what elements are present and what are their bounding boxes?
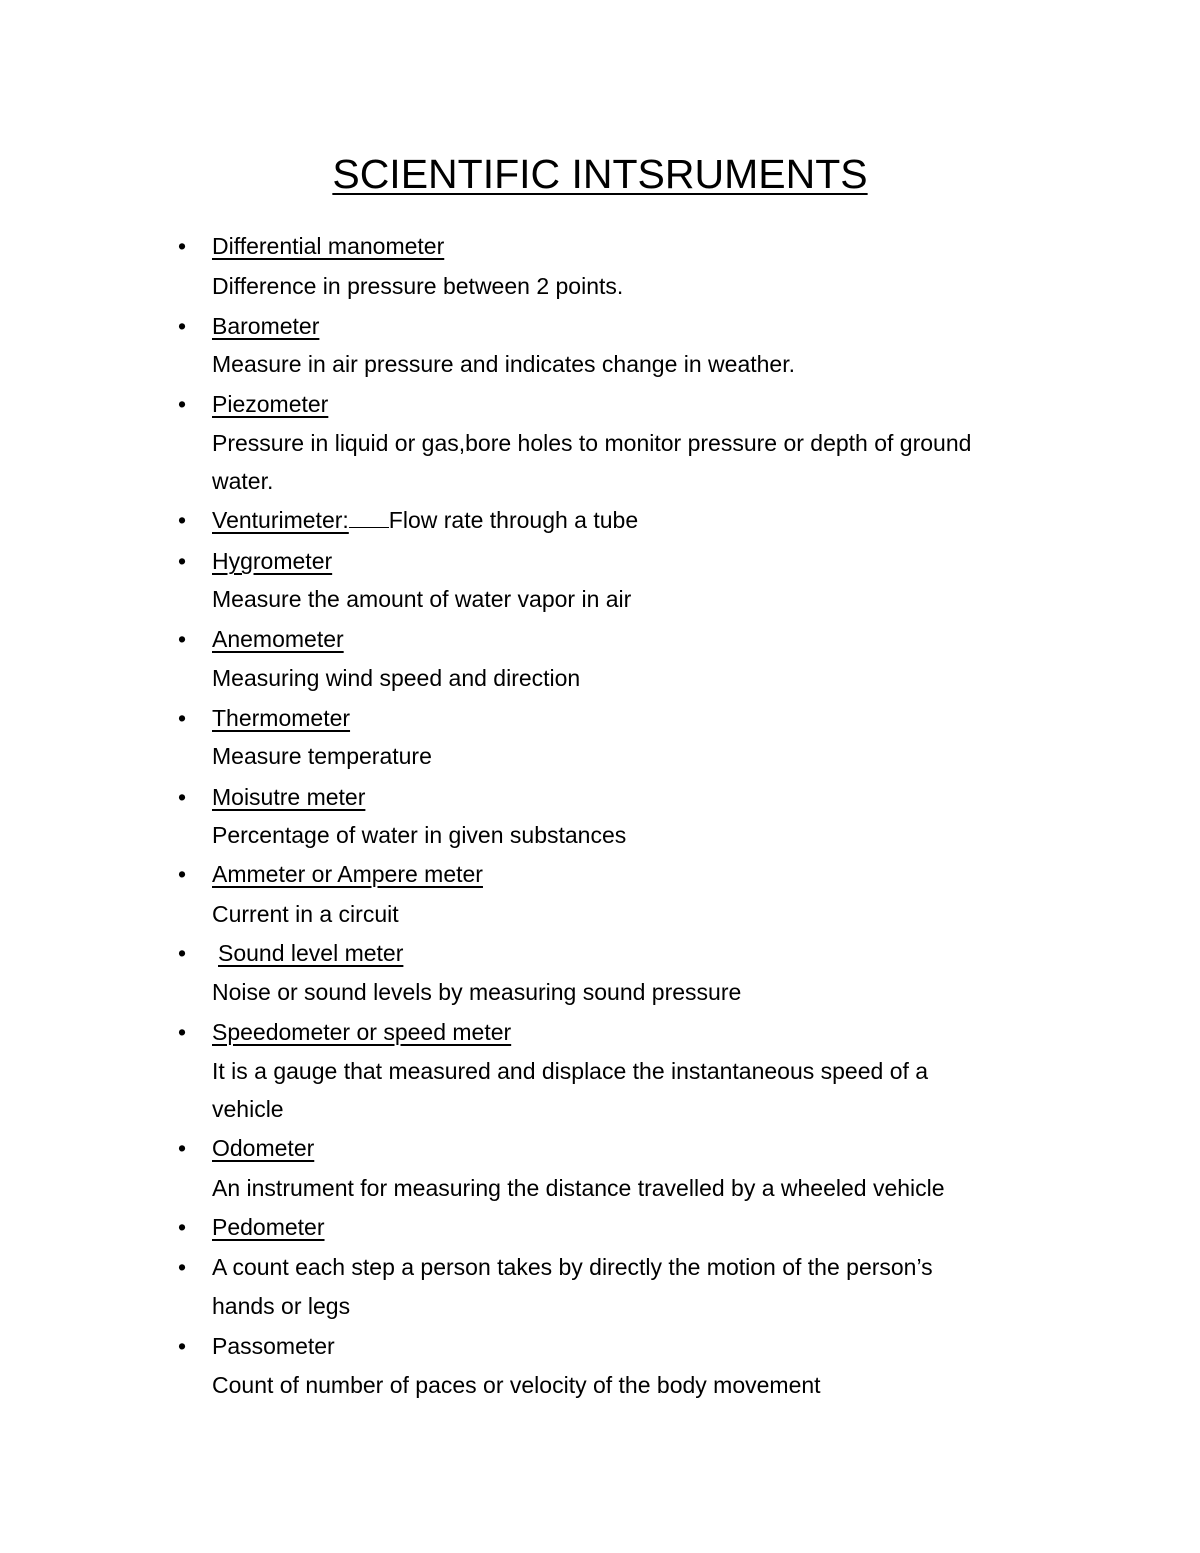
list-item (177, 505, 639, 535)
list-item (177, 703, 351, 733)
item-inline-description: Flow rate through a tube (388, 507, 639, 533)
list-item (177, 546, 333, 576)
list-item (177, 782, 366, 812)
bullet-icon: • (177, 1135, 187, 1161)
bullet-icon: • (177, 548, 187, 574)
list-item (177, 1252, 933, 1282)
item-description: Measure in air pressure and indicates change in weather. (212, 351, 796, 377)
bullet-icon: • (177, 861, 187, 887)
list-item (177, 1133, 315, 1163)
item-text: Passometer (212, 1333, 335, 1359)
list-item (177, 1331, 335, 1361)
item-term: Thermometer (212, 705, 351, 731)
document-title: SCIENTIFIC INTSRUMENTS (332, 151, 868, 197)
item-description: Measure temperature (212, 743, 432, 769)
item-description: Percentage of water in given substances (212, 822, 627, 848)
item-description: Measure the amount of water vapor in air (212, 586, 632, 612)
item-term: Pedometer (212, 1214, 325, 1240)
item-term: Piezometer (212, 391, 329, 417)
bullet-icon: • (177, 1254, 187, 1280)
list-item (177, 231, 445, 261)
item-term: Venturimeter: (212, 507, 349, 533)
list-item (177, 1017, 512, 1047)
item-term: Hygrometer (212, 548, 333, 574)
bullet-icon: • (177, 940, 187, 966)
item-description: vehicle (212, 1096, 284, 1122)
item-term: Barometer (212, 313, 320, 339)
item-term: Odometer (212, 1135, 315, 1161)
item-description: water. (212, 468, 274, 494)
list-item (177, 389, 329, 419)
item-term: Sound level meter (218, 940, 404, 966)
bullet-icon: • (177, 1333, 187, 1359)
item-description: Current in a circuit (212, 901, 399, 927)
bullet-icon: • (177, 705, 187, 731)
bullet-icon: • (177, 313, 187, 339)
item-term: Moisutre meter (212, 784, 366, 810)
bullet-icon: • (177, 1214, 187, 1240)
list-item (177, 1212, 325, 1242)
item-description: Difference in pressure between 2 points. (212, 273, 624, 299)
underline-gap (349, 507, 389, 528)
item-description: Count of number of paces or velocity of the body movement (212, 1372, 821, 1398)
bullet-icon: • (177, 233, 187, 259)
list-item (177, 311, 320, 341)
bullet-icon: • (177, 507, 187, 533)
bullet-icon: • (177, 626, 187, 652)
item-description: Measuring wind speed and direction (212, 665, 581, 691)
item-term: Ammeter or Ampere meter (212, 861, 483, 887)
list-item (177, 938, 404, 968)
item-description: Noise or sound levels by measuring sound pressure (212, 979, 742, 1005)
item-description: It is a gauge that measured and displace the instantaneous speed of a (212, 1058, 929, 1084)
list-item (177, 624, 344, 654)
item-text: A count each step a person takes by directly the motion of the person’s (212, 1254, 933, 1280)
bullet-icon: • (177, 391, 187, 417)
item-description: Pressure in liquid or gas,bore holes to monitor pressure or depth of ground (212, 430, 972, 456)
bullet-icon: • (177, 1019, 187, 1045)
item-text: hands or legs (212, 1293, 351, 1319)
item-description: An instrument for measuring the distance travelled by a wheeled vehicle (212, 1175, 945, 1201)
item-term: Differential manometer (212, 233, 445, 259)
item-term: Speedometer or speed meter (212, 1019, 512, 1045)
item-term: Anemometer (212, 626, 344, 652)
bullet-icon: • (177, 784, 187, 810)
list-item (177, 859, 483, 889)
